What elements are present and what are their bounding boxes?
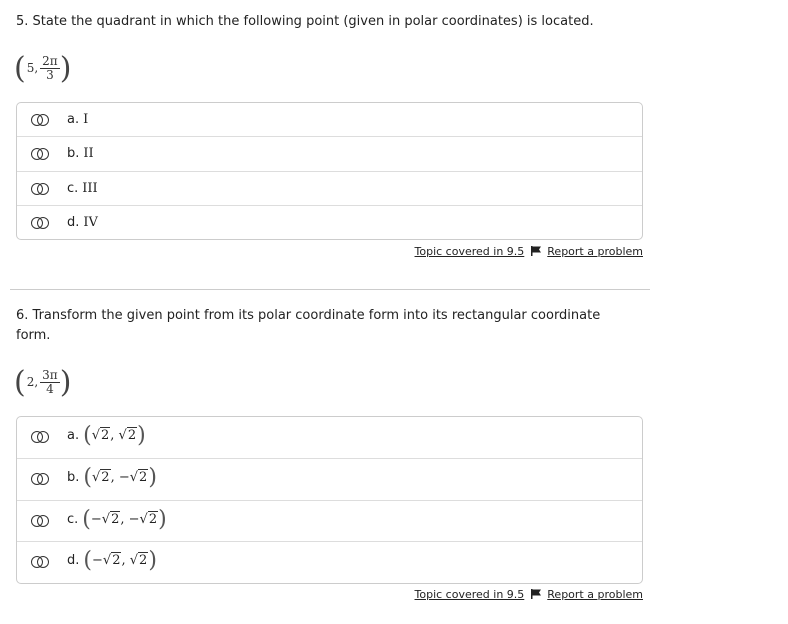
radio-button-icon[interactable]: [31, 556, 51, 570]
question-6-choices: [16, 416, 643, 584]
radio-button-icon[interactable]: [31, 431, 51, 445]
report-problem-link[interactable]: Report a problem: [547, 588, 643, 601]
choice-5a[interactable]: [17, 103, 642, 137]
choice-label: b. (√2, −√2): [67, 465, 157, 490]
radio-button-icon[interactable]: [31, 148, 51, 162]
choice-label: c. (−√2, −√2): [67, 507, 167, 532]
report-problem-link[interactable]: Report a problem: [547, 245, 643, 258]
choice-6c[interactable]: [17, 501, 642, 542]
topic-link[interactable]: Topic covered in 9.5: [414, 588, 525, 601]
question-5-prompt: 5. State the quadrant in which the following point (given in polar coordinates) is located.: [16, 14, 594, 29]
question-5-footer: [415, 245, 643, 258]
question-6-polar-point: ( 2, $\frac{3\pi}{4}$ ): [14, 364, 72, 400]
choice-label: b. II: [67, 146, 94, 161]
question-6-footer: [415, 588, 643, 601]
choice-label: a. I: [67, 112, 89, 127]
point-radius: 2,: [26, 375, 39, 389]
point-angle-fraction: $\frac{3\pi}{4}$: [42, 367, 58, 396]
choice-6d[interactable]: [17, 542, 642, 583]
choice-5b[interactable]: [17, 137, 642, 172]
choice-label: d. (−√2, √2): [67, 548, 157, 573]
question-5-polar-point: ( 5, $\frac{2\pi}{3}$ ): [14, 50, 72, 86]
choice-5d[interactable]: [17, 206, 642, 239]
choice-5c[interactable]: [17, 172, 642, 206]
flag-icon: [531, 589, 541, 599]
point-radius: 5,: [26, 61, 39, 75]
topic-link[interactable]: Topic covered in 9.5: [414, 245, 525, 258]
choice-label: d. IV: [67, 215, 98, 230]
point-angle-fraction: $\frac{2\pi}{3}$: [42, 53, 58, 82]
radio-button-icon[interactable]: [31, 183, 51, 197]
flag-icon: [531, 246, 541, 256]
radio-button-icon[interactable]: [31, 515, 51, 529]
question-divider: [10, 289, 650, 290]
radio-button-icon[interactable]: [31, 114, 51, 128]
choice-6b[interactable]: [17, 459, 642, 501]
choice-label: c. III: [67, 181, 98, 196]
question-6-prompt: 6. Transform the given point from its polar coordinate form into its rectangular coordinate form.: [16, 308, 601, 343]
radio-button-icon[interactable]: [31, 217, 51, 231]
question-5-choices: [16, 102, 643, 240]
radio-button-icon[interactable]: [31, 473, 51, 487]
choice-label: a. (√2, √2): [67, 423, 146, 448]
choice-6a[interactable]: [17, 417, 642, 459]
